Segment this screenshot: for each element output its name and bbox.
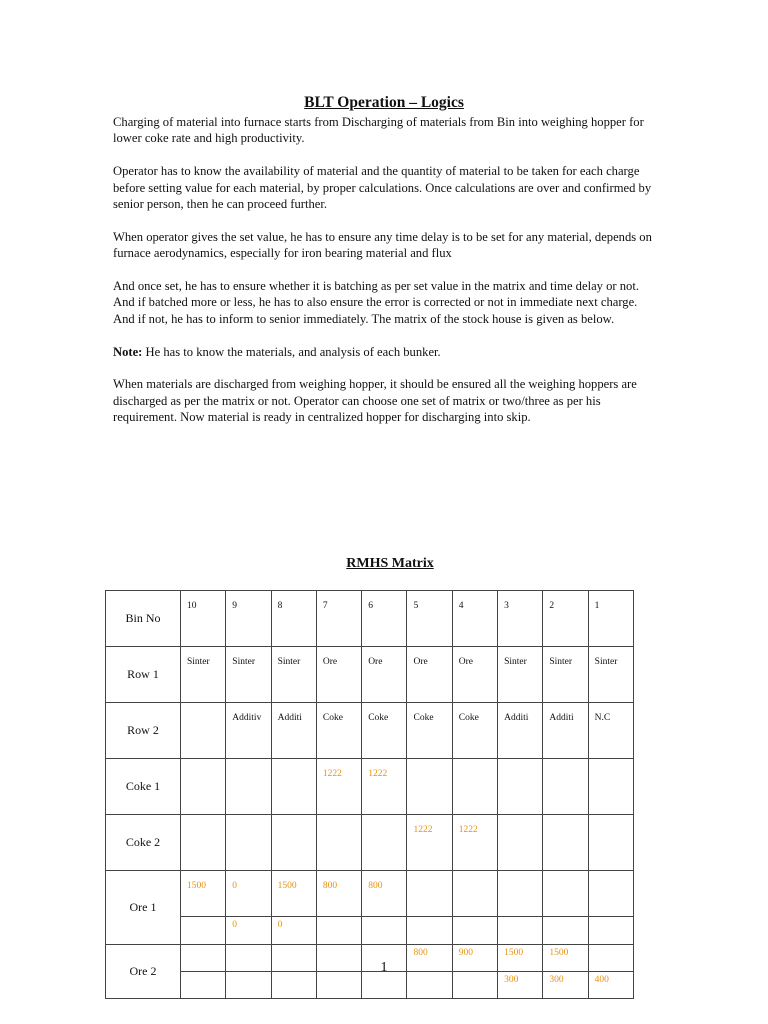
value-cell [407,759,452,815]
value-cell [452,871,497,917]
material-cell: Additi [543,703,588,759]
page-title: BLT Operation – Logics [304,94,464,111]
material-cell: Ore [316,647,361,703]
value-cell: 1500 [271,871,316,917]
material-cell: Ore [452,647,497,703]
material-cell: Sinter [543,647,588,703]
material-cell [181,703,226,759]
row-label-row-1: Row 1 [106,647,181,703]
value-cell [226,815,271,871]
value-cell [452,917,497,945]
material-cell: Additi [498,703,543,759]
material-cell: N.C [588,703,633,759]
matrix-row-row-1 [106,647,634,703]
paragraph-set-value: When operator gives the set value, he has to ensure any time delay is to be set for any material, depends on furnace aerodynamics, especially for iron bearing material and flux [113,229,652,261]
value-cell: 900 [452,945,497,972]
bin-number-cell: 1 [588,591,633,647]
matrix-row-coke-2 [106,815,634,871]
value-cell [498,917,543,945]
bin-number-cell: 6 [362,591,407,647]
value-cell: 0 [271,917,316,945]
value-cell: 800 [316,871,361,917]
material-cell: Coke [316,703,361,759]
rmhs-matrix-table [105,590,634,999]
value-cell: 0 [226,917,271,945]
value-cell [543,871,588,917]
value-cell [271,815,316,871]
paragraph-error-correction: And if batched more or less, he has to also ensure the error is corrected or not in immediate next charge. And if not, he has to inform to senior immediately. The matrix of the stock house is given as below. [113,295,638,326]
material-cell: Additiv [226,703,271,759]
bin-number-cell: 4 [452,591,497,647]
value-cell [543,759,588,815]
value-cell: 300 [498,972,543,999]
paragraph-batching: And once set, he has to ensure whether it is batching as per set value in the matrix and time delay or not. [113,279,639,294]
row-label-bin-no: Bin No [106,591,181,647]
material-cell: Sinter [226,647,271,703]
row-label-coke-1: Coke 1 [106,759,181,815]
matrix-row-bin-no [106,591,634,647]
value-cell [271,759,316,815]
bin-number-cell: 5 [407,591,452,647]
paragraph-discharge: When materials are discharged from weighing hopper, it should be ensured all the weighing hoppers are discharged as per the matrix or not. Operator can choose one set of matrix or two/three as per his requirement. Now material is ready in centralized hopper for discharging into skip. [113,377,637,425]
row-label-ore-1: Ore 1 [106,871,181,945]
bin-number-cell: 2 [543,591,588,647]
material-cell: Ore [407,647,452,703]
note-label: Note: [113,344,143,359]
value-cell: 800 [407,945,452,972]
material-cell: Sinter [498,647,543,703]
value-cell [362,917,407,945]
paragraph-charging: Charging of material into furnace starts from Discharging of materials from Bin into weighing hopper for lower coke rate and high productivity. [113,115,644,146]
value-cell: 400 [588,972,633,999]
value-cell [407,871,452,917]
value-cell [452,759,497,815]
document-body [113,114,661,442]
page-number: 1 [380,960,388,975]
value-cell: 1222 [362,759,407,815]
value-cell [316,917,361,945]
value-cell: 1222 [316,759,361,815]
row-label-row-2: Row 2 [106,703,181,759]
value-cell: 1222 [452,815,497,871]
material-cell: Sinter [588,647,633,703]
value-cell [181,759,226,815]
material-cell: Coke [407,703,452,759]
material-cell: Coke [452,703,497,759]
value-cell [543,917,588,945]
value-cell [588,917,633,945]
note-text: He has to know the materials, and analysis of each bunker. [142,344,441,359]
bin-number-cell: 3 [498,591,543,647]
bin-number-cell: 10 [181,591,226,647]
value-cell: 300 [543,972,588,999]
value-cell: 1222 [407,815,452,871]
material-cell: Sinter [181,647,226,703]
value-cell [588,815,633,871]
matrix-row-row-2 [106,703,634,759]
value-cell: 0 [226,871,271,917]
row-label-coke-2: Coke 2 [106,815,181,871]
matrix-row-ore-1 [106,871,634,917]
value-cell [543,815,588,871]
value-cell [316,815,361,871]
material-cell: Additi [271,703,316,759]
value-cell [588,759,633,815]
value-cell [362,815,407,871]
value-cell [498,871,543,917]
bin-number-cell: 9 [226,591,271,647]
value-cell [498,815,543,871]
paragraph-operator-availability: Operator has to know the availability of material and the quantity of material to be taken for each charge before setting value for each material, by proper calculations. Once calculations are over and confirmed by senior person, then he can proceed further. [113,164,652,212]
row-label-ore-2: Ore 2 [106,945,181,999]
material-cell: Ore [362,647,407,703]
value-cell [226,759,271,815]
material-cell: Coke [362,703,407,759]
matrix-subrow-ore-1 [106,917,634,945]
value-cell: 1500 [543,945,588,972]
value-cell [498,759,543,815]
bin-number-cell: 7 [316,591,361,647]
value-cell [588,871,633,917]
material-cell: Sinter [271,647,316,703]
value-cell [407,917,452,945]
value-cell: 800 [362,871,407,917]
value-cell [181,917,226,945]
note-paragraph [113,344,661,360]
matrix-title: RMHS Matrix [346,556,434,571]
value-cell [181,815,226,871]
value-cell: 1500 [181,871,226,917]
bin-number-cell: 8 [271,591,316,647]
matrix-row-coke-1 [106,759,634,815]
value-cell: 1500 [498,945,543,972]
